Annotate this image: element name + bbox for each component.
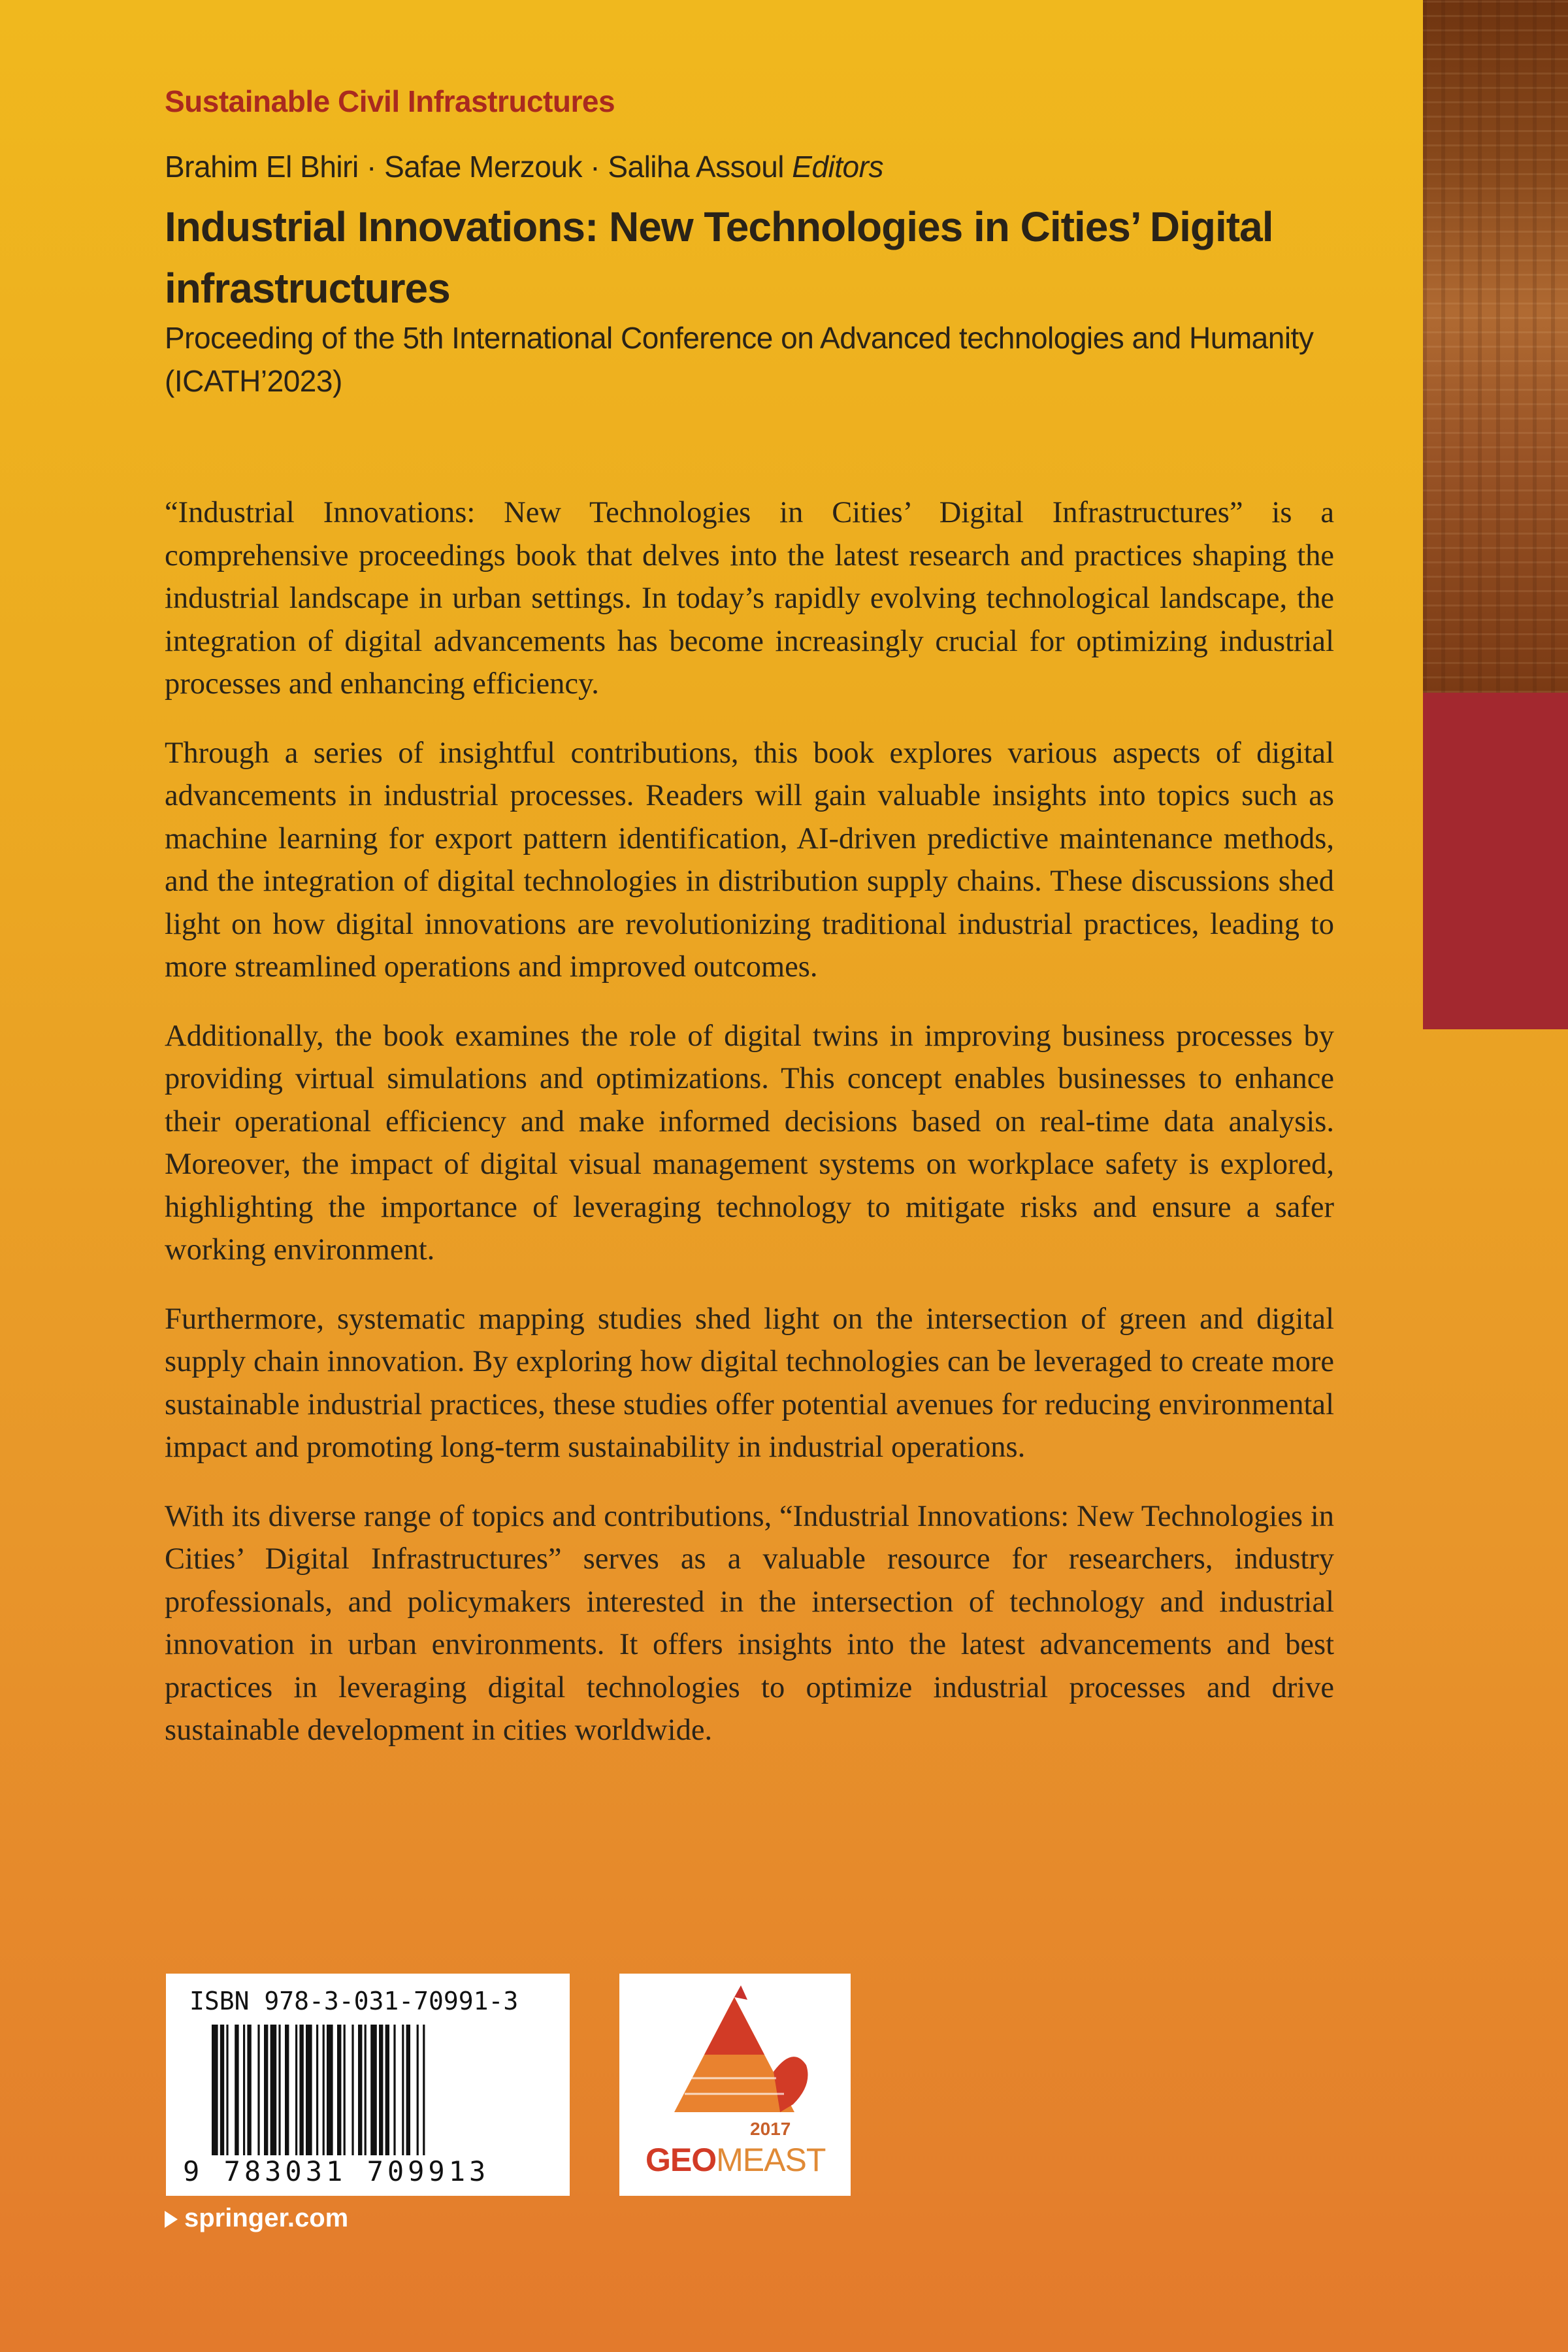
logo-year: 2017: [750, 2119, 791, 2139]
series-title: Sustainable Civil Infrastructures: [165, 84, 615, 118]
logo-wordmark-part: MEAST: [716, 2142, 826, 2178]
ean-digits: 9 783031 709913: [183, 2155, 490, 2187]
book-title: Industrial Innovations: New Technologies in Cities’ Digital infrastructures: [165, 203, 1273, 312]
barcode-bars: [212, 2025, 525, 2155]
editors-role: Editors: [792, 150, 883, 184]
blurb-paragraph: Furthermore, systematic mapping studies shed light on the intersection of green and digital supply chain innovation. By exploring how digital technologies can be leveraged to create more sustainable industrial practices, these studies offer potential avenues for reducing environmental impact and promoting long-term sustainability in industrial operations.: [165, 1302, 1334, 1464]
isbn-barcode: [166, 1974, 570, 2196]
cover-photo-strip: [1423, 0, 1568, 693]
logo-wordmark-part: GEO: [645, 2142, 717, 2178]
book-subtitle: Proceeding of the 5th International Conference on Advanced technologies and Humanity (ICATH’2023): [165, 321, 1314, 398]
blurb: [165, 491, 1334, 1778]
play-arrow-icon: [165, 2211, 178, 2228]
geomeast-logo: [619, 1974, 851, 2196]
publisher-url: springer.com: [184, 2204, 349, 2232]
blurb-paragraph: With its diverse range of topics and contributions, “Industrial Innovations: New Technologies in Cities’ Digital Infrastructures” serves as a valuable resource for researchers, industry professionals, and policymakers interested in the intersection of technology and industrial innovation in urban environments. It offers insights into the latest advancements and best practices in leveraging digital technologies to optimize industrial processes and drive sustainable development in cities worldwide.: [165, 1499, 1334, 1747]
editor-names: Brahim El Bhiri · Safae Merzouk · Saliha Assoul: [165, 150, 785, 184]
blurb-paragraph: “Industrial Innovations: New Technologies in Cities’ Digital Infrastructures” is a comprehensive proceedings book that delves into the latest research and practices shaping the industrial landscape in urban settings. In today’s rapidly evolving technological landscape, the integration of digital advancements has become increasingly crucial for optimizing industrial processes and enhancing efficiency.: [165, 496, 1334, 701]
editors-line: [165, 149, 883, 184]
cover-color-band: [1423, 693, 1568, 1029]
blurb-paragraph: Additionally, the book examines the role of digital twins in improving business processes by providing virtual simulations and optimizations. This concept enables businesses to enhance their operational efficiency and make informed decisions based on real-time data analysis. Moreover, the impact of digital visual management systems on workplace safety is explored, highlighting the importance of leveraging technology to mitigate risks and ensure a safer working environment.: [165, 1019, 1334, 1267]
blurb-paragraph: Through a series of insightful contributions, this book explores various aspects of digital advancements in industrial processes. Readers will gain valuable insights into topics such as machine learning for export pattern identification, AI-driven predictive maintenance methods, and the integration of digital technologies in distribution supply chains. These discussions shed light on how digital innovations are revolutionizing traditional industrial practices, leading to more streamlined operations and improved outcomes.: [165, 736, 1334, 984]
publisher-link[interactable]: [165, 2204, 348, 2233]
isbn-number: ISBN 978-3-031-70991-3: [189, 1987, 519, 2015]
logo-wordmark: [645, 2141, 825, 2179]
